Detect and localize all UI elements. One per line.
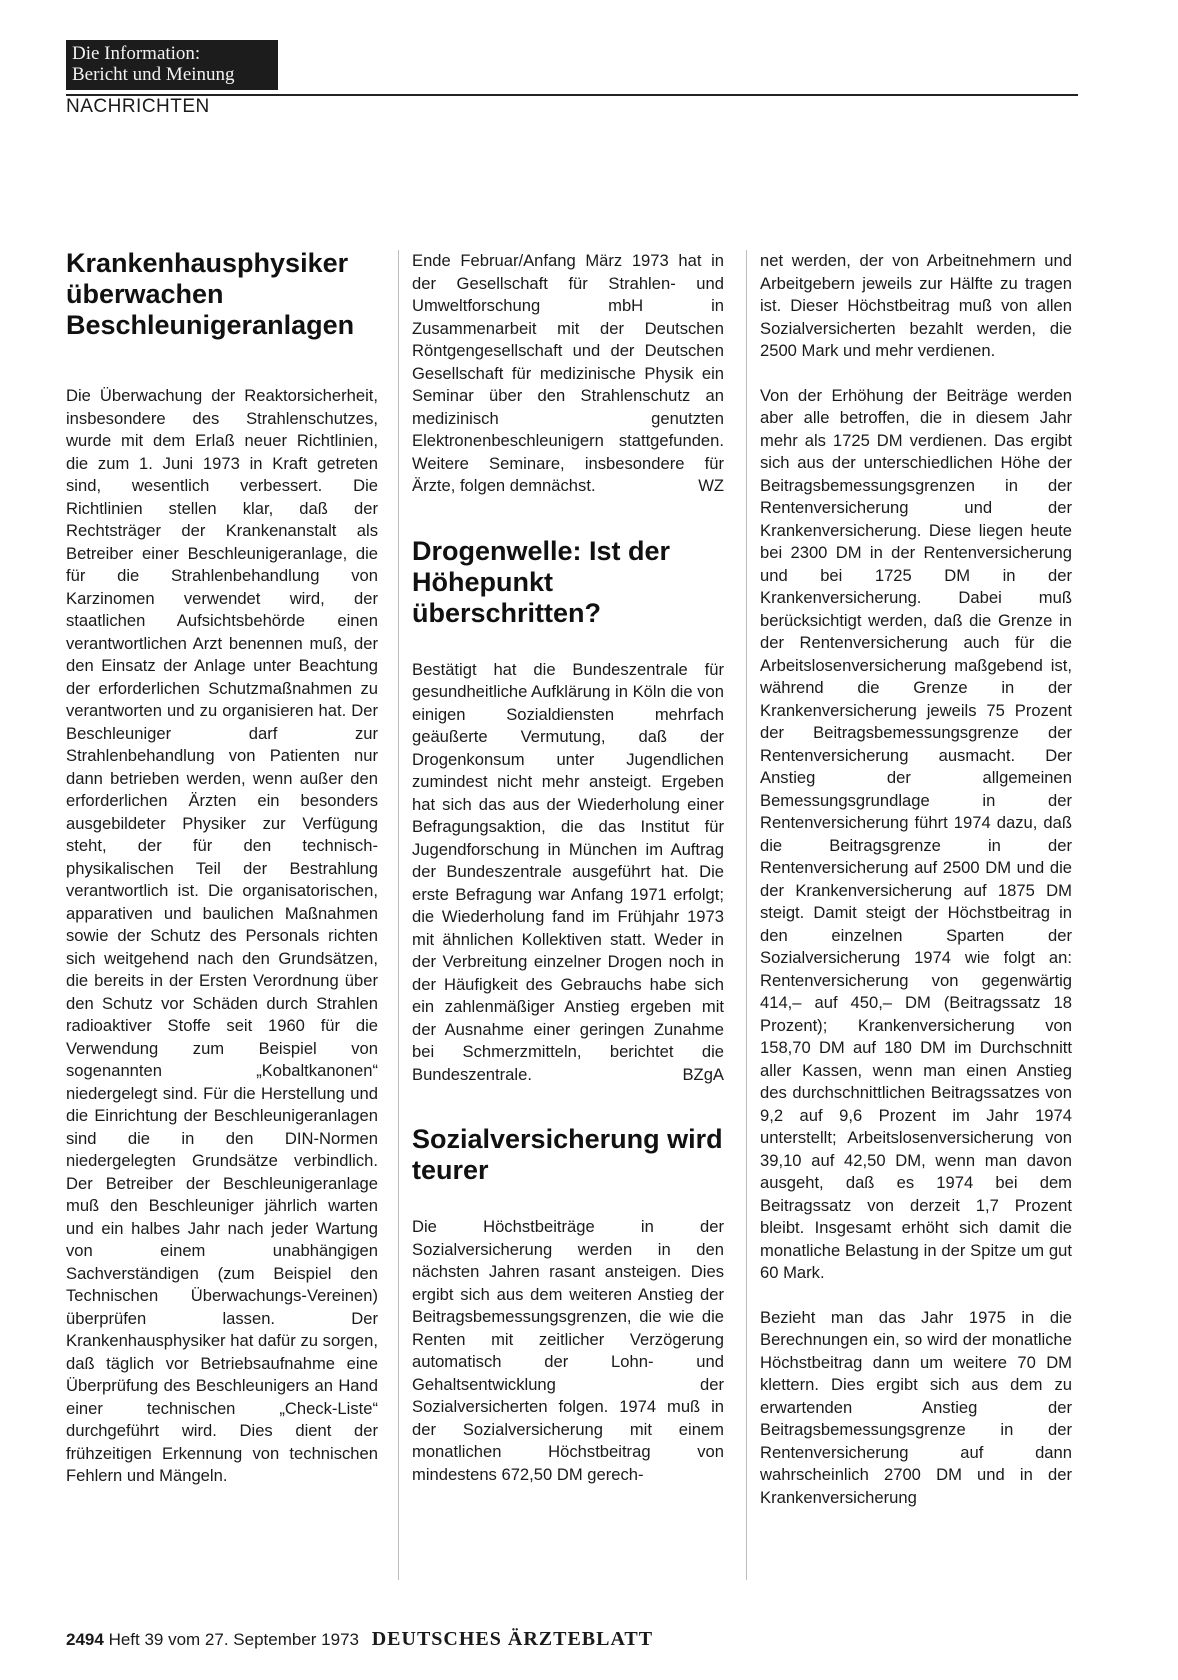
article-3-body: Die Höchstbeiträge in der Sozialversicherung werden in den nächsten Jahren rasant ansteigen. Dies ergibt sich aus dem weiteren Anstieg der Beitragsbemessungsgrenzen, die wie die Renten mit zeitlicher Verzögerung automatisch der Lohn- und Gehaltsentwicklung der Sozialversicherten folgen. 1974 muß in der Sozialversicherung mit einem monatlichen Höchstbeitrag von mindestens 672,50 DM gerech- bbox=[412, 1217, 724, 1484]
article-3-headline: Sozialversicherung wird teurer bbox=[412, 1124, 723, 1185]
page-number: 2494 bbox=[66, 1630, 104, 1649]
column-divider-1 bbox=[398, 250, 399, 1580]
section-badge bbox=[66, 40, 278, 90]
badge-line-2: Bericht und Meinung bbox=[72, 64, 235, 85]
article-1-body-continued: Ende Februar/Anfang März 1973 hat in der Gesellschaft für Strahlen- und Umweltforschung mbH in Zusammenarbeit mit der Deutschen Röntgengesellschaft und der Deutschen Gesellschaft für medizinische Physik ein Seminar über den Strahlenschutz an medizinisch genutzten Elektronenbeschleunigern stattgefunden. Weitere Seminare, insbesondere für Ärzte, folgen demnächst. bbox=[412, 251, 724, 495]
section-label: NACHRICHTEN bbox=[66, 96, 210, 117]
header-rule bbox=[66, 94, 1078, 96]
article-1-signature: WZ bbox=[698, 476, 724, 495]
column-2 bbox=[412, 250, 724, 1486]
column-3 bbox=[760, 250, 1072, 1509]
article-2-body: Bestätigt hat die Bundeszentrale für gesundheitliche Aufklärung in Köln die von einigen Sozialdiensten mehrfach geäußerte Vermutung, daß der Drogenkonsum unter Jugendlichen zumindest nicht mehr ansteigt. Ergeben hat sich das aus der Wiederholung einer Befragungsaktion, die das Institut für Jugendforschung in München im Auftrag der Bundeszentrale ausgeführt hat. Die erste Befragung war Anfang 1971 erfolgt; die Wiederholung fand im Frühjahr 1973 mit ähnlichen Kollektiven statt. Weder in der Verbreitung einzelner Drogen noch in der Häufigkeit des Gebrauchs habe sich ein zahlenmäßiger Anstieg ergeben mit der Ausnahme einer geringen Zunahme bei Schmerzmitteln, berichtet die Bundeszentrale. bbox=[412, 659, 724, 1084]
article-1-headline: Krankenhausphysiker überwachen Beschleunigeranlagen bbox=[66, 248, 355, 340]
badge-line-1: Die Information: bbox=[72, 43, 201, 64]
column-1 bbox=[66, 248, 378, 1488]
article-1-body: Die Überwachung der Reaktorsicherheit, insbesondere des Strahlenschutzes, wurde mit dem Erlaß neuer Richtlinien, die zum 1. Juni 1973 in Kraft getreten sind, wesentlich verbessert. Die Richtlinien stellen klar, daß der Rechtsträger der Krankenanstalt als Betreiber einer Beschleunigeranlage, die für die Strahlenbehandlung von Karzinomen verwendet wird, der staatlichen Aufsichtsbehörde einen verantwortlichen Arzt benennen muß, der den Einsatz der Anlage unter Beachtung der erforderlichen Schutzmaßnahmen zu verantworten und zu organisieren hat. Der Beschleuniger darf zur Strahlenbehandlung von Patienten nur dann betrieben werden, wenn außer den erforderlichen Ärzten ein besonders ausgebildeter Physiker zur Verfügung steht, der für den technisch-physikalischen Teil der Bestrahlung verantwortlich ist. Die organisatorischen, apparativen und baulichen Maßnahmen sowie der Schutz des Personals richten sich weitgehend nach den Grundsätzen, die bereits in der Ersten Verordnung über den Schutz vor Schäden durch Strahlen radioaktiver Stoffe seit 1960 für die Verwendung zum Beispiel von sogenannten „Kobaltkanonen“ niedergelegt sind. Für die Herstellung und die Einrichtung der Beschleunigeranlagen sind die in den DIN-Normen niedergelegten Grundsätze verbindlich. Der Betreiber der Beschleunigeranlage muß den Beschleuniger jährlich warten und ein halbes Jahr nach jeder Wartung von einem unabhängigen Sachverständigen (zum Beispiel den Technischen Überwachungs-Vereinen) überprüfen lassen. Der Krankenhausphysiker hat dafür zu sorgen, daß täglich vor Betriebsaufnahme eine Überprüfung des Beschleunigers an Hand einer technischen „Check-Liste“ durchgeführt wird. Dies dient der frühzeitigen Erkennung von technischen Fehlern und Mängeln. bbox=[66, 386, 378, 1485]
journal-name: DEUTSCHES ÄRZTEBLATT bbox=[371, 1628, 654, 1650]
article-3-body-paragraph-3: Bezieht man das Jahr 1975 in die Berechnungen ein, so wird der monatliche Höchstbeitrag dann um weitere 70 DM klettern. Dies ergibt sich aus dem zu erwartenden Anstieg der Beitragsbemessungsgrenze in der Rentenversicherung auf dann wahrscheinlich 2700 DM und in der Krankenversicherung bbox=[760, 1307, 1072, 1507]
page-footer bbox=[66, 1628, 653, 1651]
article-3-body-paragraph-1: net werden, der von Arbeitnehmern und Arbeitgebern jeweils zur Hälfte zu tragen ist. Dieser Höchstbeitrag muß von allen Sozialversicherten bezahlt werden, die 2500 Mark und mehr verdienen. bbox=[760, 251, 1072, 360]
issue-info: Heft 39 vom 27. September 1973 bbox=[108, 1630, 359, 1649]
article-2-signature: BZgA bbox=[682, 1064, 724, 1084]
article-3-body-paragraph-2: Von der Erhöhung der Beiträge werden aber alle betroffen, die in diesem Jahr mehr als 1725 DM verdienen. Das ergibt sich aus der unterschiedlichen Höhe der Beitragsbemessungsgrenzen in der Rentenversicherung und der Krankenversicherung. Diese liegen heute bei 2300 DM in der Rentenversicherung und bei 1725 DM in der Krankenversicherung. Dabei muß berücksichtigt werden, daß die Grenze in der Rentenversicherung auch für die Arbeitslosenversicherung maßgebend ist, während die Grenze in der Krankenversicherung jeweils 75 Prozent der Beitragsbemessungsgrenze der Rentenversicherung ausmacht. Der Anstieg der allgemeinen Bemessungsgrundlage in der Rentenversicherung führt 1974 dazu, daß die Beitragsgrenze in der Rentenversicherung auf 2500 DM und die der Krankenversicherung auf 1875 DM steigt. Damit steigt der Höchstbeitrag in den einzelnen Sparten der Sozialversicherung 1974 wie folgt an: Rentenversicherung von gegenwärtig 414,– auf 450,– DM (Beitragssatz 18 Prozent); Krankenversicherung von 158,70 DM auf 180 DM im Durchschnitt aller Kassen, wenn man einen Anstieg des durchschnittlichen Beitragssatzes von 9,2 auf 9,6 Prozent im Jahr 1974 unterstellt; Arbeitslosenversicherung von 39,10 auf 42,50 DM, wenn man davon ausgeht, daß es 1974 bei dem Beitragssatz von derzeit 1,7 Prozent bleibt. Insgesamt erhöht sich damit die monatliche Belastung in der Spitze um gut 60 Mark. bbox=[760, 385, 1072, 1282]
article-2-headline: Drogenwelle: Ist der Höhepunkt überschritten? bbox=[412, 535, 671, 628]
column-divider-2 bbox=[746, 250, 747, 1580]
